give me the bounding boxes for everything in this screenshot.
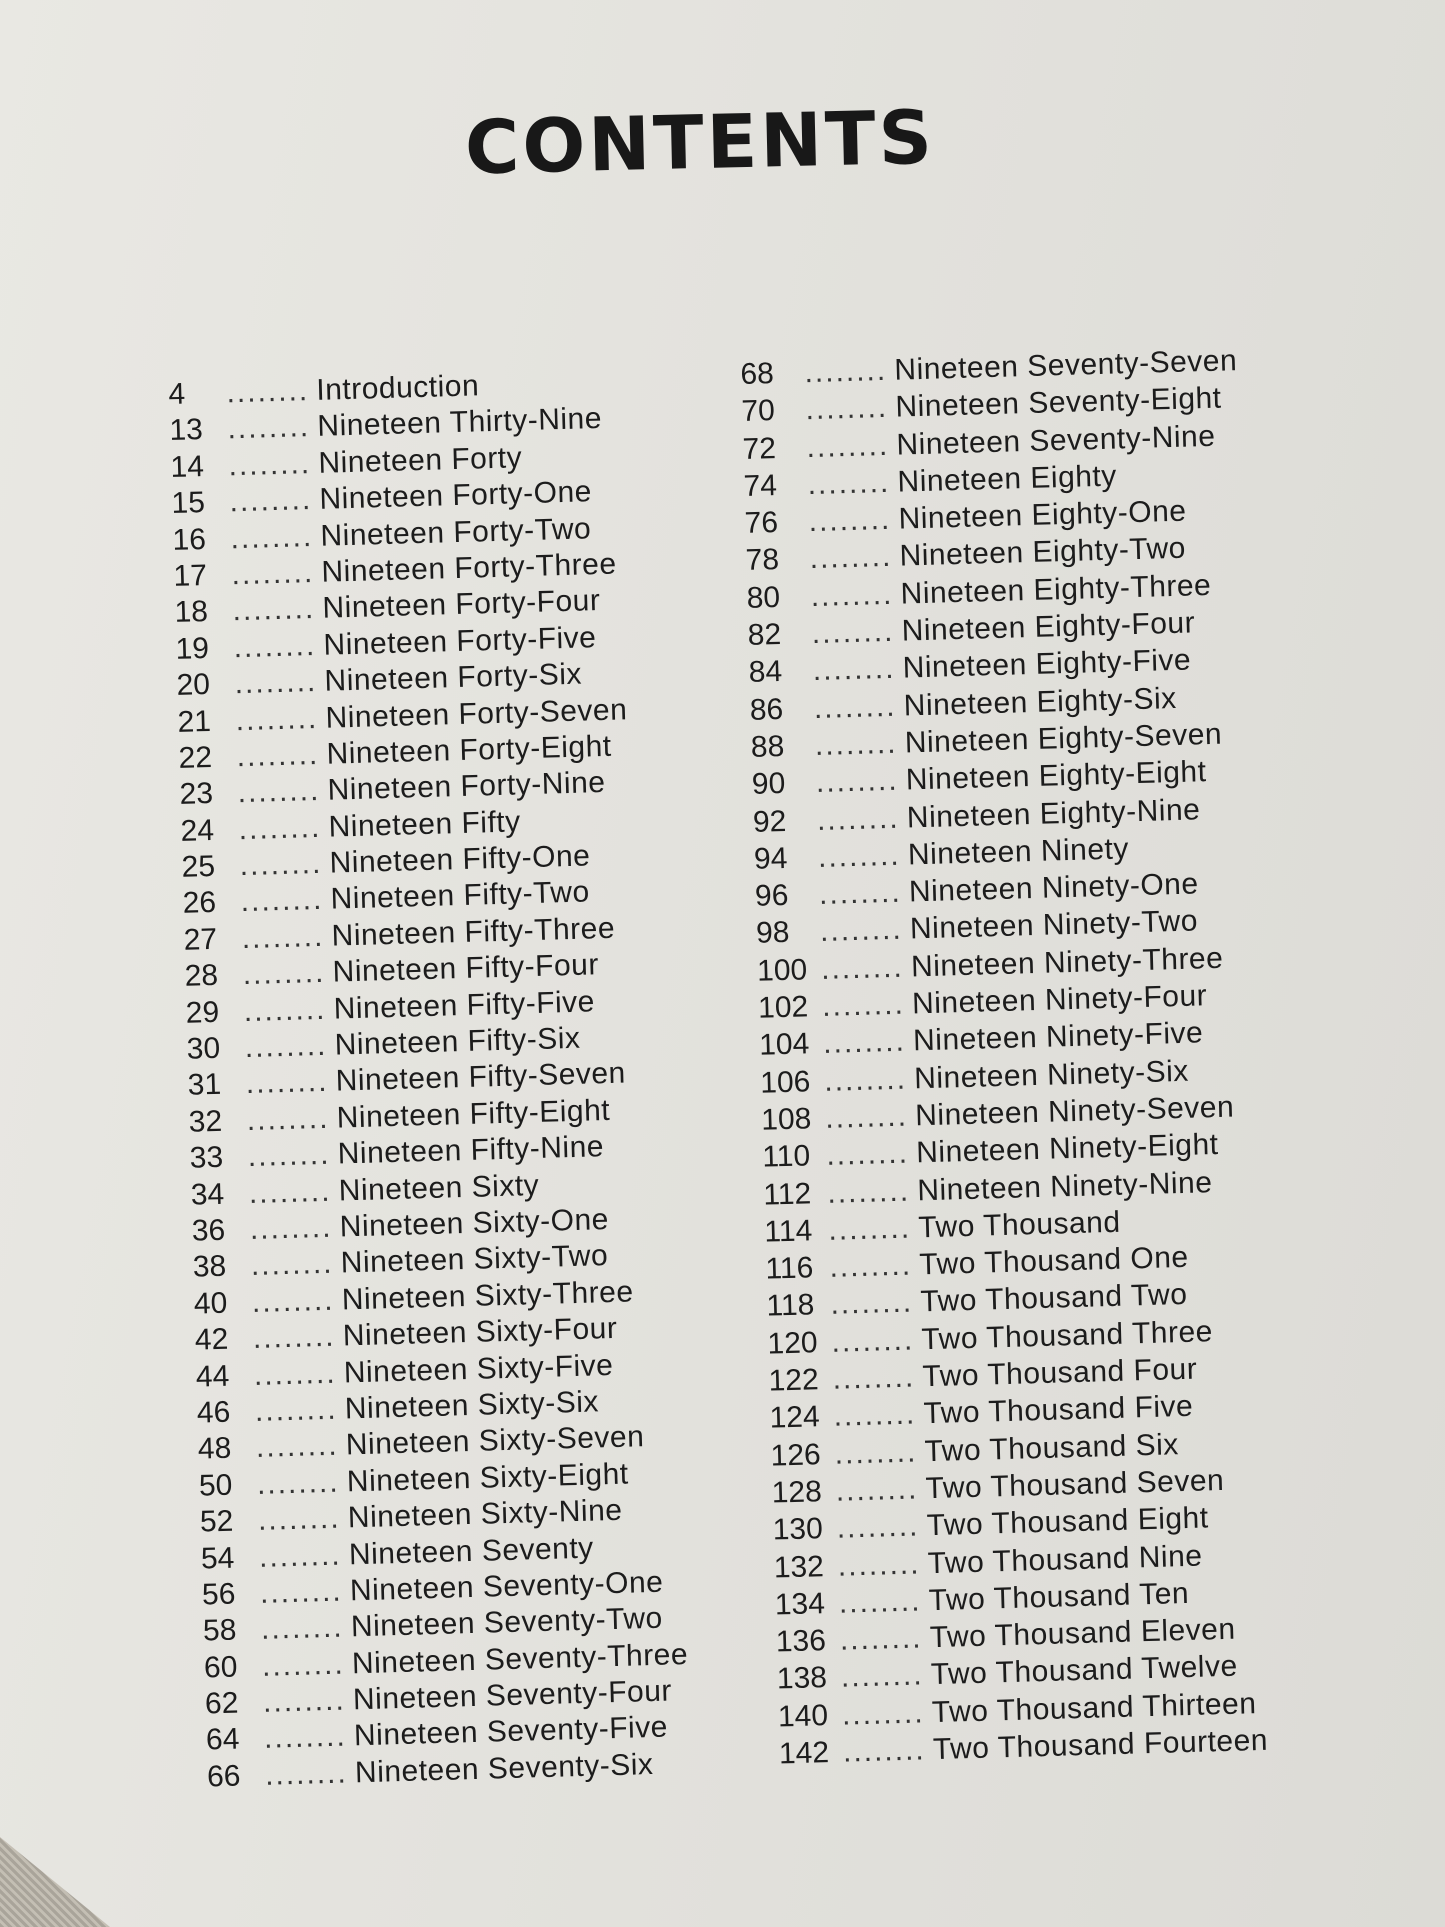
toc-chapter-title: Nineteen Eighty-One: [898, 494, 1187, 536]
toc-page-number: 136: [775, 1624, 827, 1659]
toc-chapter-title: Two Thousand Six: [924, 1427, 1180, 1468]
toc-page-number: 24: [180, 813, 215, 848]
toc-chapter-title: Nineteen Seventy-Two: [350, 1601, 664, 1644]
toc-page-number: 88: [750, 729, 785, 764]
toc-chapter-title: Nineteen Ninety: [907, 832, 1130, 872]
toc-leader-dots: ........: [841, 1696, 926, 1732]
toc-page-number: 92: [752, 804, 787, 839]
toc-page-number: 64: [205, 1722, 240, 1757]
toc-page-number: 72: [742, 431, 777, 466]
toc-leader-dots: ........: [250, 1247, 334, 1283]
toc-page-number: 102: [757, 990, 809, 1025]
toc-leader-dots: ........: [248, 1174, 332, 1210]
toc-leader-dots: ........: [828, 1248, 913, 1284]
toc-chapter-title: Nineteen Sixty-Nine: [347, 1493, 623, 1535]
toc-page-number: 44: [195, 1359, 230, 1394]
toc-chapter-title: Nineteen Fifty-Nine: [337, 1130, 605, 1171]
toc-leader-dots: ........: [229, 483, 313, 519]
toc-chapter-title: Nineteen Sixty-Four: [342, 1311, 618, 1353]
toc-leader-dots: ........: [256, 1465, 341, 1501]
toc-leader-dots: ........: [235, 701, 319, 737]
toc-leader-dots: ........: [239, 846, 323, 883]
toc-page-number: 27: [183, 922, 218, 957]
toc-chapter-title: Nineteen Forty-Eight: [326, 729, 613, 771]
toc-leader-dots: ........: [246, 1101, 330, 1137]
toc-chapter-title: Nineteen Forty-One: [318, 475, 593, 516]
toc-chapter-title: Nineteen Ninety-One: [908, 867, 1199, 909]
toc-leader-dots: ........: [226, 410, 311, 446]
toc-chapter-title: Nineteen Forty-Five: [323, 620, 597, 662]
toc-page-number: 124: [769, 1400, 821, 1435]
toc-leader-dots: ........: [231, 555, 315, 592]
toc-chapter-title: Nineteen Seventy-Five: [353, 1711, 669, 1753]
toc-page-number: 90: [751, 767, 786, 802]
toc-chapter-title: Nineteen Fifty-Seven: [335, 1056, 627, 1099]
toc-leader-dots: ........: [252, 1319, 336, 1356]
toc-leader-dots: ........: [261, 1647, 346, 1683]
toc-chapter-title: Nineteen Seventy-Nine: [896, 419, 1216, 462]
toc-leader-dots: ........: [832, 1360, 916, 1396]
toc-leader-dots: ........: [813, 689, 897, 725]
toc-page-number: 104: [758, 1027, 810, 1063]
toc-page-number: 126: [770, 1437, 822, 1473]
toc-left-column: [168, 364, 692, 1796]
toc-chapter-title: Nineteen Ninety-Six: [913, 1054, 1190, 1096]
toc-page-number: 29: [185, 995, 220, 1030]
toc-page-number: 20: [176, 668, 211, 702]
toc-leader-dots: ........: [258, 1538, 343, 1574]
toc-chapter-title: Nineteen Sixty-Seven: [345, 1420, 645, 1462]
toc-chapter-title: Nineteen Eighty-Three: [900, 568, 1212, 611]
toc-chapter-title: Nineteen Sixty-Six: [344, 1385, 600, 1426]
toc-leader-dots: ........: [243, 992, 327, 1028]
toc-chapter-title: Nineteen Ninety-Nine: [916, 1165, 1213, 1207]
toc-page-number: 50: [198, 1468, 233, 1503]
toc-leader-dots: ........: [233, 628, 317, 665]
toc-page-number: 56: [201, 1577, 236, 1612]
toc-leader-dots: ........: [247, 1137, 331, 1174]
toc-leader-dots: ........: [825, 1136, 910, 1173]
toc-page-number: 86: [749, 692, 784, 727]
toc-leader-dots: ........: [263, 1719, 348, 1756]
toc-page-number: 140: [777, 1698, 829, 1734]
toc-chapter-title: Nineteen Thirty-Nine: [316, 402, 603, 444]
toc-page-number: 68: [740, 357, 775, 391]
toc-chapter-title: Nineteen Forty-Three: [321, 547, 617, 589]
toc-chapter-title: Nineteen Forty-Six: [324, 657, 583, 698]
toc-chapter-title: Nineteen Ninety-Eight: [915, 1128, 1219, 1170]
toc-page-number: 13: [169, 413, 204, 448]
toc-leader-dots: ........: [842, 1733, 927, 1769]
toc-leader-dots: ........: [812, 652, 896, 688]
toc-page-number: 110: [761, 1139, 811, 1174]
toc-page-number: 112: [762, 1176, 812, 1212]
toc-chapter-title: Two Thousand Thirteen: [931, 1686, 1257, 1729]
toc-page-number: 36: [191, 1213, 226, 1248]
toc-chapter-title: Two Thousand One: [918, 1240, 1190, 1282]
toc-leader-dots: ........: [236, 737, 320, 774]
toc-page-number: 42: [194, 1322, 229, 1357]
toc-page-number: 28: [184, 959, 219, 994]
toc-chapter-title: Nineteen Ninety-Five: [912, 1016, 1204, 1058]
toc-leader-dots: ........: [822, 1024, 907, 1061]
toc-leader-dots: ........: [820, 950, 905, 986]
toc-page-number: 138: [776, 1661, 828, 1696]
page-title: CONTENTS: [464, 94, 936, 192]
toc-chapter-title: Nineteen Seventy: [348, 1531, 595, 1571]
toc-leader-dots: ........: [826, 1174, 911, 1210]
toc-leader-dots: ........: [230, 519, 314, 555]
toc-chapter-title: Nineteen Fifty-One: [329, 839, 591, 880]
toc-chapter-title: Nineteen Fifty: [328, 805, 522, 844]
toc-leader-dots: ........: [234, 665, 318, 701]
toc-chapter-title: Nineteen Sixty: [338, 1168, 540, 1208]
toc-chapter-title: Two Thousand Twelve: [930, 1650, 1239, 1692]
toc-chapter-title: Nineteen Eighty-Nine: [906, 792, 1201, 835]
toc-page-number: 58: [202, 1613, 237, 1648]
toc-leader-dots: ........: [254, 1392, 339, 1428]
toc-chapter-title: Nineteen Forty-Seven: [325, 692, 628, 735]
toc-leader-dots: ........: [228, 446, 312, 483]
toc-page-number: 33: [189, 1140, 224, 1175]
toc-leader-dots: ........: [264, 1756, 349, 1792]
toc-page-number: 106: [759, 1064, 811, 1100]
toc-leader-dots: ........: [807, 465, 891, 502]
toc-page-number: 26: [182, 886, 217, 921]
toc-leader-dots: ........: [237, 774, 321, 810]
toc-leader-dots: ........: [806, 428, 890, 464]
toc-page-number: 94: [753, 841, 788, 876]
toc-page-number: 52: [199, 1504, 234, 1539]
toc-chapter-title: Two Thousand Eleven: [929, 1612, 1236, 1655]
carpet-corner: [0, 1837, 110, 1927]
toc-page-number: 18: [174, 595, 209, 630]
toc-leader-dots: ........: [253, 1356, 337, 1392]
toc-page-number: 23: [179, 777, 214, 812]
toc-chapter-title: Nineteen Seventy-Eight: [894, 381, 1222, 424]
toc-chapter-title: Nineteen Seventy-One: [349, 1565, 664, 1608]
toc-leader-dots: ........: [240, 883, 324, 919]
toc-chapter-title: Nineteen Forty-Nine: [327, 766, 606, 807]
toc-page-number: 100: [756, 953, 808, 988]
toc-chapter-title: Nineteen Eighty-Eight: [905, 755, 1207, 797]
toc-page-number: 108: [760, 1102, 812, 1137]
toc-chapter-title: Nineteen Seventy-Three: [351, 1637, 689, 1681]
toc-leader-dots: ........: [839, 1621, 923, 1657]
toc-page-number: 78: [745, 543, 780, 578]
toc-leader-dots: ........: [817, 838, 902, 874]
toc-chapter-title: Nineteen Sixty-Eight: [346, 1457, 630, 1499]
toc-page-number: 32: [188, 1104, 223, 1139]
toc-page-number: 34: [190, 1177, 225, 1212]
toc-page-number: 130: [772, 1512, 824, 1547]
toc-leader-dots: ........: [824, 1099, 909, 1135]
toc-leader-dots: ........: [834, 1435, 918, 1471]
toc-chapter-title: Nineteen Ninety-Four: [911, 979, 1208, 1021]
toc-chapter-title: Nineteen Seventy-Seven: [893, 344, 1238, 387]
toc-chapter-title: Nineteen Sixty-Two: [340, 1239, 609, 1280]
toc-chapter-title: Nineteen Forty: [317, 440, 523, 480]
toc-chapter-title: Nineteen Ninety-Seven: [914, 1090, 1235, 1133]
toc-chapter-title: Two Thousand Nine: [927, 1539, 1203, 1580]
toc-page-number: 31: [187, 1068, 222, 1103]
toc-chapter-title: Nineteen Fifty-Four: [332, 948, 600, 989]
toc-page-number: 128: [771, 1475, 823, 1510]
toc-leader-dots: ........: [808, 503, 892, 539]
toc-chapter-title: Nineteen Forty-Two: [320, 511, 592, 553]
toc-chapter-title: Nineteen Sixty-Five: [343, 1348, 614, 1390]
toc-page-number: 22: [178, 740, 213, 775]
toc-leader-dots: ........: [821, 987, 906, 1023]
toc-leader-dots: ........: [809, 540, 893, 576]
toc-page-number: 66: [206, 1759, 241, 1794]
toc-chapter-title: Nineteen Sixty-Three: [341, 1275, 634, 1317]
toc-page-number: 30: [186, 1031, 221, 1066]
toc-chapter-title: Nineteen Forty-Four: [322, 584, 601, 626]
toc-page-number: 132: [773, 1549, 825, 1585]
toc-leader-dots: ........: [837, 1546, 921, 1583]
toc-chapter-title: Nineteen Eighty: [897, 459, 1118, 499]
toc-page-number: 62: [204, 1686, 239, 1721]
toc-chapter-title: Nineteen Fifty-Two: [330, 875, 591, 917]
toc-page-number: 114: [763, 1214, 813, 1249]
toc-chapter-title: Nineteen Eighty-Five: [902, 643, 1192, 685]
toc-page-number: 142: [778, 1736, 830, 1771]
toc-leader-dots: ........: [225, 374, 310, 410]
toc-page-number: 74: [743, 468, 778, 503]
toc-page-number: 40: [193, 1286, 228, 1321]
toc-leader-dots: ........: [251, 1283, 335, 1319]
toc-page-number: 96: [754, 879, 789, 913]
toc-page-number: 16: [172, 522, 207, 557]
toc-page-number: 116: [764, 1251, 814, 1286]
toc-leader-dots: ........: [245, 1065, 329, 1101]
toc-leader-dots: ........: [241, 919, 325, 956]
toc-chapter-title: Two Thousand Two: [919, 1278, 1188, 1319]
toc-chapter-title: Nineteen Fifty-Eight: [336, 1093, 611, 1135]
toc-chapter-title: Two Thousand Fourteen: [932, 1723, 1269, 1767]
toc-chapter-title: Nineteen Ninety-Two: [909, 904, 1199, 946]
toc-page-number: 19: [175, 631, 210, 666]
toc-page-number: 82: [747, 618, 782, 652]
toc-leader-dots: ........: [803, 353, 888, 390]
toc-page-number: 14: [170, 449, 205, 484]
toc-chapter-title: Two Thousand Three: [921, 1314, 1214, 1357]
toc-page-number: 80: [746, 580, 781, 615]
toc-chapter-title: Nineteen Seventy-Six: [354, 1747, 654, 1790]
toc-chapter-title: Two Thousand Four: [922, 1352, 1198, 1394]
toc-leader-dots: ........: [815, 764, 900, 800]
toc-chapter-title: Nineteen Eighty-Four: [901, 606, 1196, 648]
toc-leader-dots: ........: [249, 1210, 333, 1247]
toc-chapter-title: Two Thousand Seven: [925, 1463, 1225, 1506]
toc-chapter-title: Nineteen Sixty-One: [339, 1203, 610, 1244]
toc-leader-dots: ........: [833, 1397, 917, 1434]
toc-leader-dots: ........: [838, 1584, 922, 1620]
toc-right-column: [740, 344, 1276, 1775]
toc-page-number: 122: [768, 1363, 820, 1398]
toc-leader-dots: ........: [836, 1509, 920, 1545]
toc-leader-dots: ........: [830, 1285, 914, 1322]
toc-leader-dots: ........: [819, 913, 904, 949]
toc-leader-dots: ........: [260, 1610, 345, 1647]
toc-page-number: 60: [203, 1650, 238, 1685]
toc-leader-dots: ........: [814, 726, 898, 763]
toc-leader-dots: ........: [262, 1683, 347, 1719]
toc-leader-dots: ........: [823, 1062, 908, 1098]
toc-leader-dots: ........: [810, 577, 894, 613]
toc-leader-dots: ........: [232, 592, 316, 628]
toc-page-number: 54: [200, 1541, 235, 1576]
toc-leader-dots: ........: [238, 810, 322, 846]
toc-leader-dots: ........: [818, 875, 903, 912]
toc-page-number: 76: [744, 506, 779, 541]
toc-chapter-title: Introduction: [315, 369, 480, 407]
toc-chapter-title: Nineteen Fifty-Six: [334, 1021, 581, 1062]
toc-chapter-title: Nineteen Eighty-Two: [899, 532, 1187, 574]
toc-page-number: 84: [748, 655, 783, 690]
toc-chapter-title: Nineteen Eighty-Seven: [904, 717, 1223, 760]
toc-chapter-title: Nineteen Eighty-Six: [903, 681, 1178, 723]
toc-chapter-title: Nineteen Ninety-Three: [910, 941, 1224, 984]
toc-page-number: 98: [755, 916, 790, 951]
toc-page-number: 21: [177, 704, 212, 739]
toc-chapter-title: Nineteen Seventy-Four: [352, 1674, 673, 1717]
toc-leader-dots: ........: [257, 1501, 342, 1538]
toc-leader-dots: ........: [805, 391, 889, 427]
toc-chapter-title: Nineteen Fifty-Five: [333, 984, 596, 1026]
toc-page-number: 4: [168, 377, 186, 411]
toc-page-number: 46: [196, 1395, 231, 1430]
toc-leader-dots: ........: [259, 1574, 344, 1610]
toc-page-number: 17: [173, 558, 208, 593]
toc-page-number: 15: [171, 486, 206, 521]
toc-chapter-title: Two Thousand Five: [923, 1390, 1194, 1431]
toc-leader-dots: ........: [244, 1028, 328, 1065]
toc-leader-dots: ........: [827, 1211, 912, 1247]
toc-chapter-title: Two Thousand: [917, 1205, 1121, 1245]
toc-page-number: 118: [766, 1288, 815, 1324]
toc-page-number: 38: [192, 1250, 227, 1285]
toc-page-number: 25: [181, 849, 216, 884]
toc-leader-dots: ........: [255, 1428, 340, 1465]
toc-leader-dots: ........: [242, 956, 326, 992]
toc-chapter-title: Two Thousand Eight: [926, 1501, 1210, 1543]
toc-leader-dots: ........: [831, 1323, 915, 1359]
toc-leader-dots: ........: [835, 1472, 919, 1508]
toc-page-number: 70: [741, 394, 776, 429]
toc-page-number: 120: [767, 1325, 819, 1361]
toc-chapter-title: Two Thousand Ten: [928, 1576, 1190, 1618]
toc-page-number: 134: [774, 1586, 826, 1622]
toc-leader-dots: ........: [840, 1658, 925, 1695]
toc-leader-dots: ........: [816, 801, 901, 837]
toc-chapter-title: Nineteen Fifty-Three: [331, 911, 616, 953]
toc-page-number: 48: [197, 1431, 232, 1466]
toc-leader-dots: ........: [811, 614, 895, 651]
